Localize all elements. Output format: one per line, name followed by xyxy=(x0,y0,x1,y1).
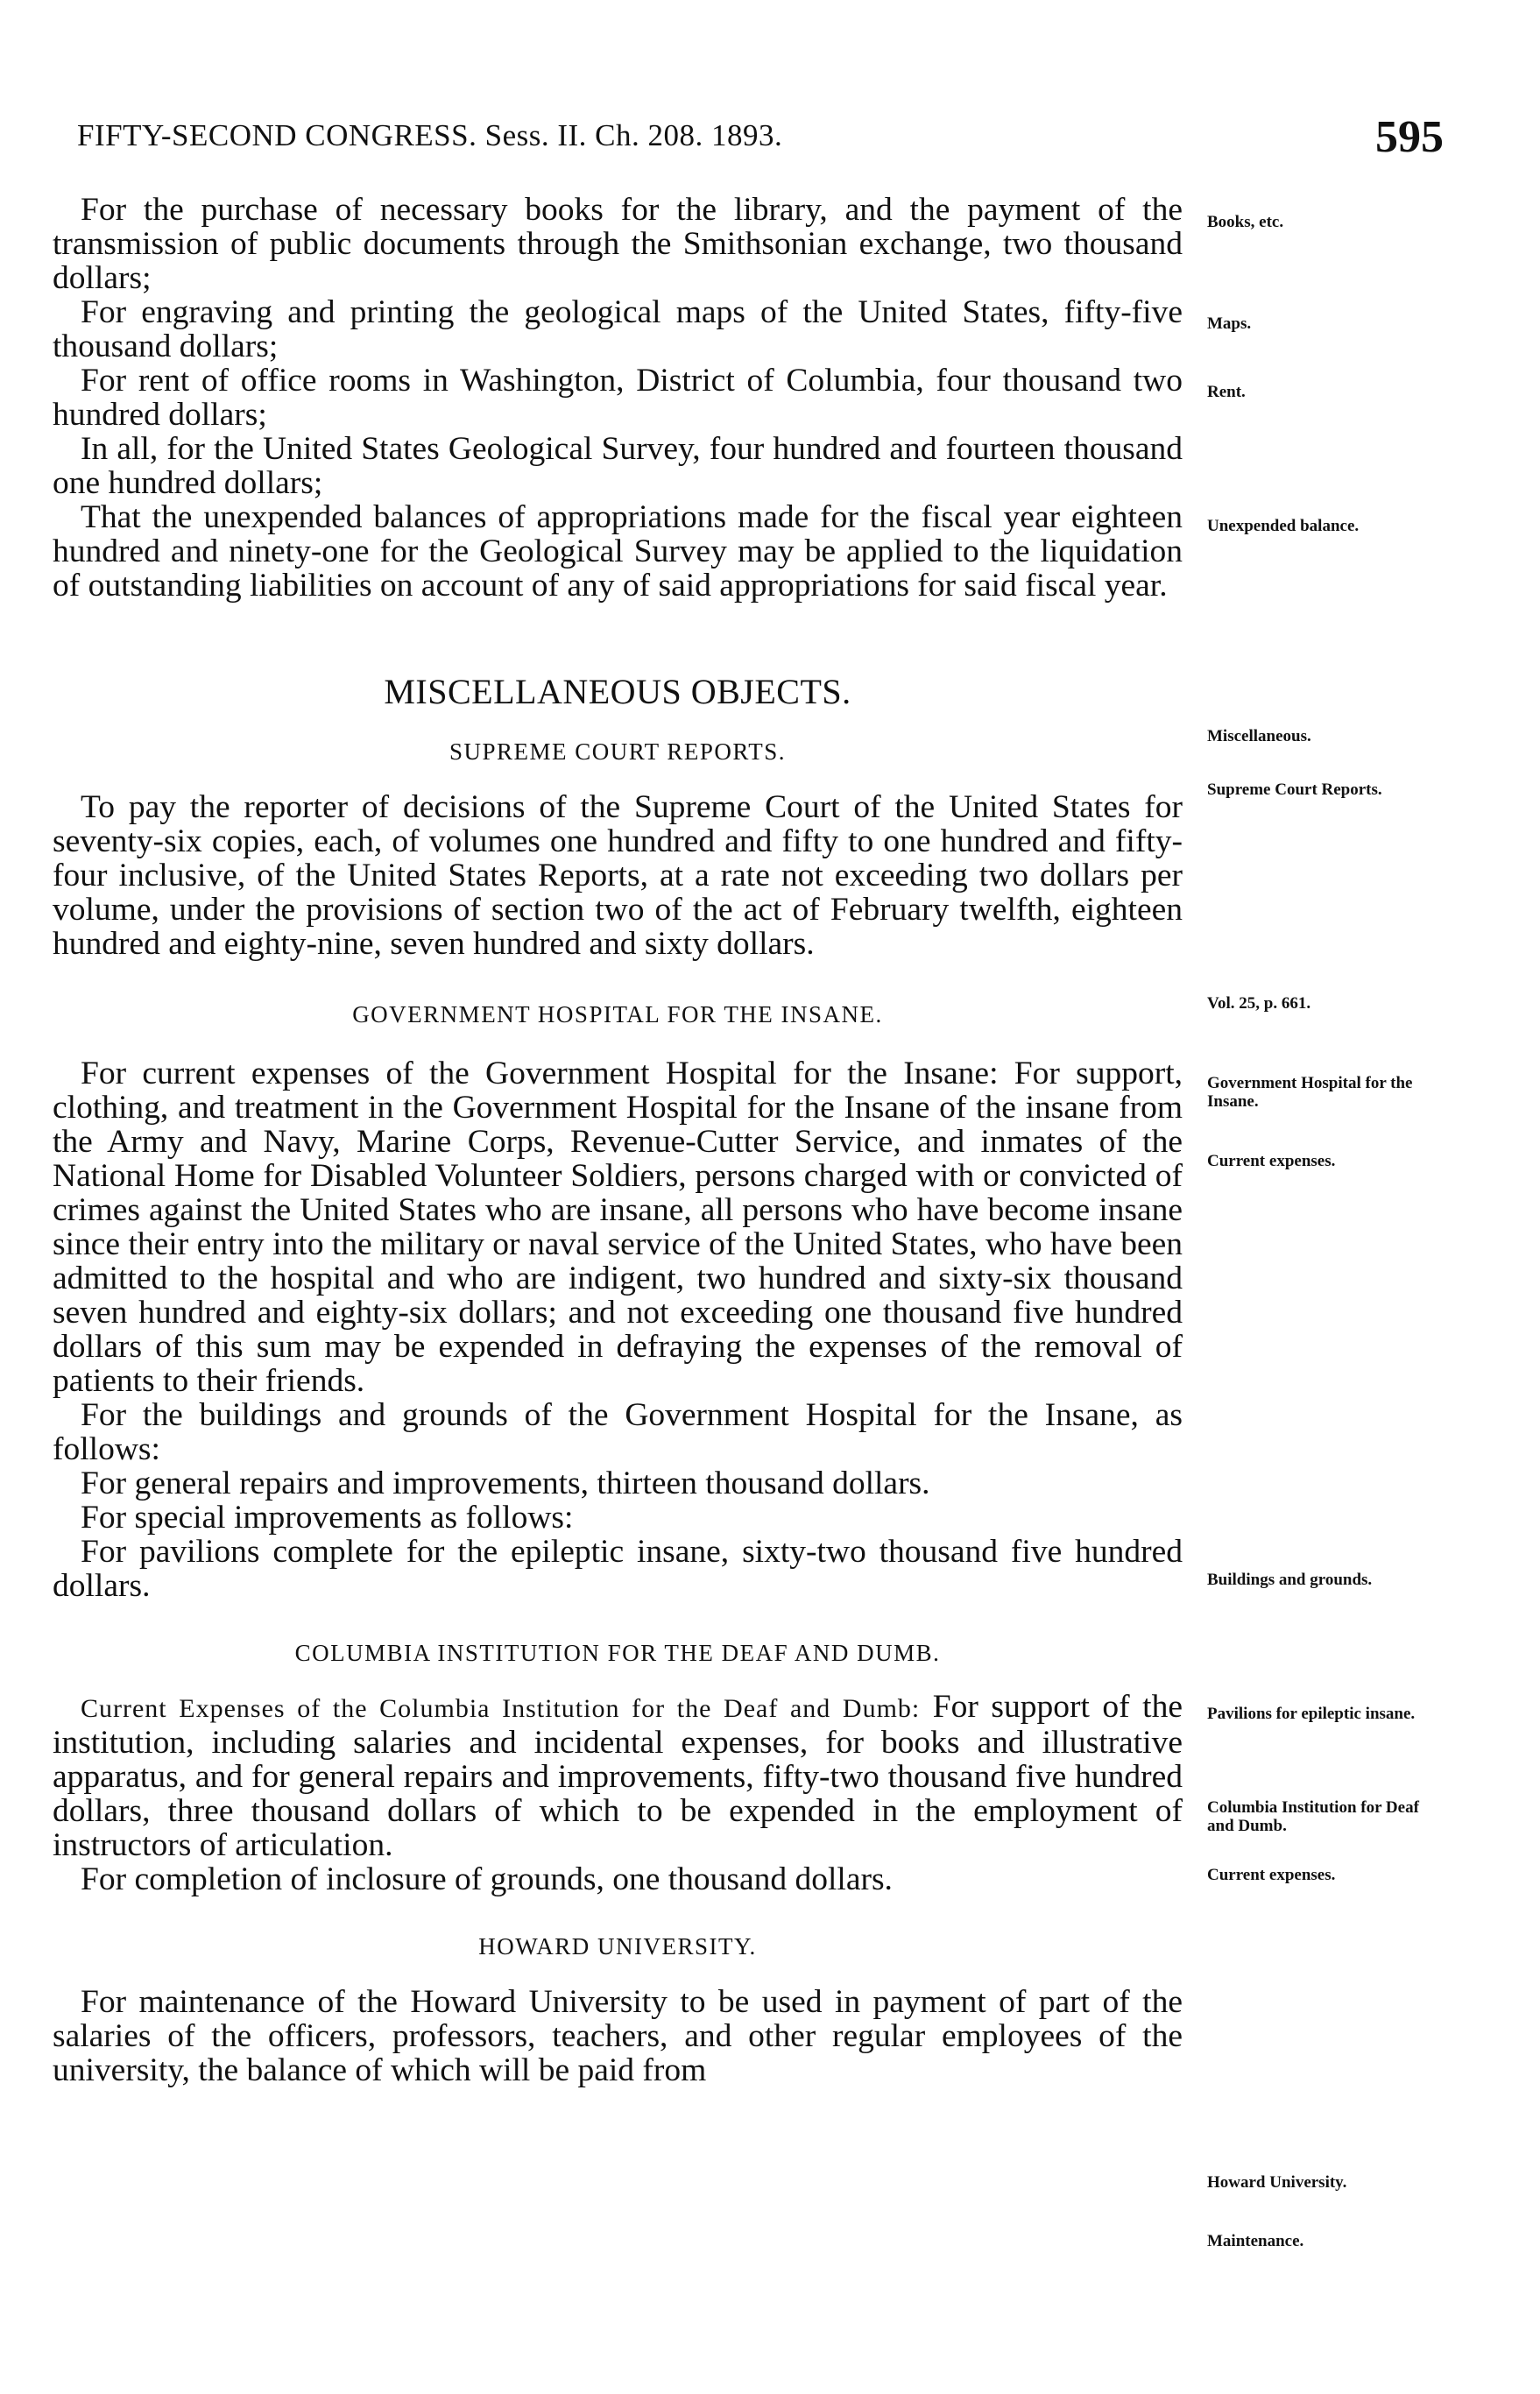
margin-note-volume-reference: Vol. 25, p. 661. xyxy=(1207,994,1311,1013)
margin-note-unexpended: Unexpended balance. xyxy=(1207,517,1360,535)
margin-note-buildings-grounds: Buildings and grounds. xyxy=(1207,1571,1373,1589)
heading-government-hospital: GOVERNMENT HOSPITAL FOR THE INSANE. xyxy=(352,1001,883,1028)
paragraph-books: For the purchase of necessary books for the library, and the payment of the transmission of public documents through the Smithsonian exchange, two thousand dollars; xyxy=(53,192,1183,296)
margin-note-maintenance: Maintenance. xyxy=(1207,2232,1304,2250)
paragraph-inclosure: For completion of inclosure of grounds, one thousand dollars. xyxy=(81,1861,893,1897)
margin-note-howard-university: Howard University. xyxy=(1207,2173,1347,2192)
paragraph-howard-maintenance: For maintenance of the Howard University to be used in payment of part of the salaries of the officers, professors, teachers, and other regular employees of the university, the balance of which will be paid from xyxy=(53,1984,1183,2088)
columbia-lead-in: Current Expenses of the Columbia Institution for the Deaf and Dumb: xyxy=(81,1694,921,1723)
paragraph-pavilions: For pavilions complete for the epileptic insane, sixty-two thousand five hundred dollars. xyxy=(53,1534,1183,1604)
heading-supreme-court-reports: SUPREME COURT REPORTS. xyxy=(449,738,787,765)
margin-note-pavilions: Pavilions for epileptic insane. xyxy=(1207,1705,1416,1723)
margin-note-supreme-court: Supreme Court Reports. xyxy=(1207,780,1382,799)
paragraph-survey-total: In all, for the United States Geological Survey, four hundred and fourteen thousand one hundred dollars; xyxy=(53,431,1183,501)
heading-columbia-institution: COLUMBIA INSTITUTION FOR THE DEAF AND DUMB. xyxy=(294,1640,941,1666)
margin-note-current-expenses: Current expenses. xyxy=(1207,1152,1336,1170)
margin-note-columbia-institution: Columbia Institution for Deaf and Dumb. xyxy=(1207,1798,1419,1835)
page-number: 595 xyxy=(1375,112,1444,162)
paragraph-maps: For engraving and printing the geological maps of the United States, fifty-five thousand dollars; xyxy=(53,294,1183,364)
paragraph-special-improvements: For special improvements as follows: xyxy=(81,1500,574,1536)
paragraph-rent: For rent of office rooms in Washington, District of Columbia, four thousand two hundred dollars; xyxy=(53,363,1183,433)
heading-howard-university: HOWARD UNIVERSITY. xyxy=(478,1933,757,1960)
paragraph-hospital-buildings: For the buildings and grounds of the Government Hospital for the Insane, as follows: xyxy=(53,1397,1183,1467)
paragraph-hospital-current: For current expenses of the Government Hospital for the Insane: For support, clothing, and treatment in the Government Hospital for the Insane of the insane from the Army and Navy, Marine Corps, Revenue-Cutter Service, and inmates of the National Home for Disabled Volunteer Soldiers, persons charged with or convicted of crimes against the United States who are insane, all persons who have become insane since their entry into the military or naval service of the United States, who have been admitted to the hospital and who are indigent, two hundred and sixty-six thousand seven hundred and eighty-six dollars; and not exceeding one thousand five hundred dollars of this sum may be expended in defraying the expenses of the removal of patients to their friends. xyxy=(53,1056,1183,1399)
margin-note-maps: Maps. xyxy=(1207,314,1252,333)
heading-miscellaneous-objects: MISCELLANEOUS OBJECTS. xyxy=(384,672,851,711)
page-header xyxy=(77,112,1444,171)
running-head: FIFTY-SECOND CONGRESS. Sess. II. Ch. 208. 1893. xyxy=(77,118,783,152)
margin-note-government-hospital: Government Hospital for the Insane. xyxy=(1207,1074,1413,1111)
paragraph-unexpended: That the unexpended balances of appropriations made for the fiscal year eighteen hundred and ninety-one for the Geological Survey may be applied to the liquidation of outstanding liabilities on account of any of said appropriations for said fiscal year. xyxy=(53,499,1183,604)
margin-note-books: Books, etc. xyxy=(1207,213,1284,231)
main-text-column xyxy=(53,193,1183,2087)
margin-note-columbia-current-expenses: Current expenses. xyxy=(1207,1866,1336,1884)
paragraph-general-repairs: For general repairs and improvements, thirteen thousand dollars. xyxy=(81,1465,930,1501)
paragraph-columbia-current xyxy=(53,1690,1183,1862)
paragraph-supreme-court: To pay the reporter of decisions of the Supreme Court of the United States for seventy-six copies, each, of volumes one hundred and fifty to one hundred and fifty-four inclusive, of the United States Reports, at a rate not exceeding two dollars per volume, under the provisions of section two of the act of February twelfth, eighteen hundred and eighty-nine, seven hundred and sixty dollars. xyxy=(53,789,1183,962)
columbia-text: For support of the institution, including salaries and incidental expenses, for books and illustrative apparatus, and for general repairs and improvements, fifty-two thousand five hundred dollars, three thousand dollars of which to be expended in the employment of instructors of articulation. xyxy=(53,1689,1183,1863)
margin-note-miscellaneous: Miscellaneous. xyxy=(1207,727,1311,745)
margin-note-rent: Rent. xyxy=(1207,383,1246,401)
